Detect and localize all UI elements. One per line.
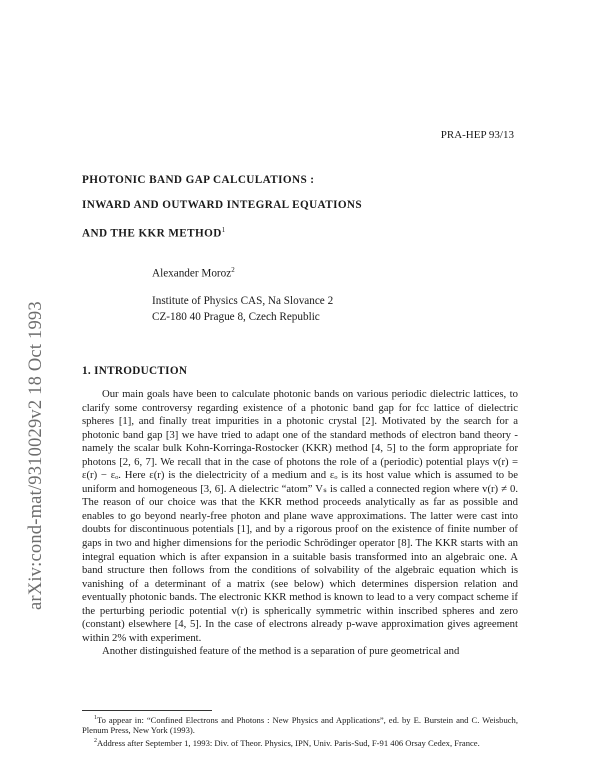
arxiv-identifier-stamp: arXiv:cond-mat/9310029v2 18 Oct 1993 — [26, 301, 46, 610]
footnote-mark: 1 — [94, 715, 97, 721]
footnote — [82, 736, 518, 748]
affiliation — [152, 294, 333, 325]
title-line-3-text: AND THE KKR METHOD — [82, 227, 222, 240]
footnote-mark: 2 — [94, 738, 97, 745]
body-paragraph: Another distinguished feature of the method is a separation of pure geometrical and — [102, 645, 460, 658]
title-line-3 — [82, 218, 362, 247]
section-heading: 1. INTRODUCTION — [82, 365, 188, 377]
footnote-divider — [82, 710, 212, 711]
body-text — [82, 388, 518, 659]
title-line-1: PHOTONIC BAND GAP CALCULATIONS : — [82, 174, 315, 186]
author-footnote-mark: 2 — [231, 266, 235, 274]
affiliation-line-1: Institute of Physics CAS, Na Slovance 2 — [152, 295, 334, 307]
title-footnote-mark: 1 — [221, 226, 226, 234]
report-number: PRA-HEP 93/13 — [440, 129, 514, 141]
paper-title — [82, 168, 362, 247]
footnote-text: Address after September 1, 1993: Div. of Theor. Physics, IPN, Univ. Paris-Sud, F-91 406 Orsay Cedex, France. — [97, 737, 480, 748]
body-paragraph: Our main goals have been to calculate photonic bands on various periodic dielectric lattices, to clarify some controversy regarding existence of a photonic band gap for fcc lattice of dielectric spheres [1], and finally treat impurities in a photonic crystal [2]. Motivated by the search for a photonic band gap [3] we have tried to adapt one of the standard methods of electron band theory - namely the scalar bulk Kohn-Korringa-Rostocker (KKR) method [4, 5] to the form appropriate for photons [2, 6, 7]. We recall that in the case of photons the role of a (periodic) potential plays v(r) = ε(r) − εₒ. Here ε(r) is the dielectricity of a medium and εₒ is its host value which is assumed to be uniform and homogeneous [3, 6]. A dielectric “atom” Vₛ is called a connected region where v(r) ≠ 0. The reason of our choice was that the KKR method proceeds analytically as far as possible and enables to go beyond nearly-free photon and plane wave approximations. The latter were cast into doubts for discontinuous potentials [1], and by a rigorous proof on the existence of finite number of gaps in two and higher dimensions for the periodic Schrödinger operator [8]. The KKR starts with an integral equation which is after expansion in a suitable basis transformed into an algebraic one. A band structure then follows from the conditions of solvability of the algebraic equation which is vanishing of a determinant of a matrix (see below) which determines dispersion relation and eventually photonic bands. The electronic KKR method is known to lead to a very compact scheme if the perturbing periodic potential v(r) is spherically symmetric within inscribed spheres and zero (constant) elsewhere [4, 5]. In the case of electrons already p-wave approximation gives agreement within 2% with experiment. — [82, 388, 518, 644]
affiliation-line-2: CZ-180 40 Prague 8, Czech Republic — [152, 310, 320, 323]
title-line-2: INWARD AND OUTWARD INTEGRAL EQUATIONS — [82, 199, 363, 211]
footnote — [82, 713, 518, 736]
author — [152, 266, 235, 280]
footnote-text: To appear in: “Confined Electrons and Photons : New Physics and Applications”, ed. by E. Burstein and C. Weisbuch, Plenum Press, New York (1993). — [82, 714, 518, 736]
footnotes — [82, 713, 518, 749]
author-name: Alexander Moroz — [152, 267, 232, 280]
